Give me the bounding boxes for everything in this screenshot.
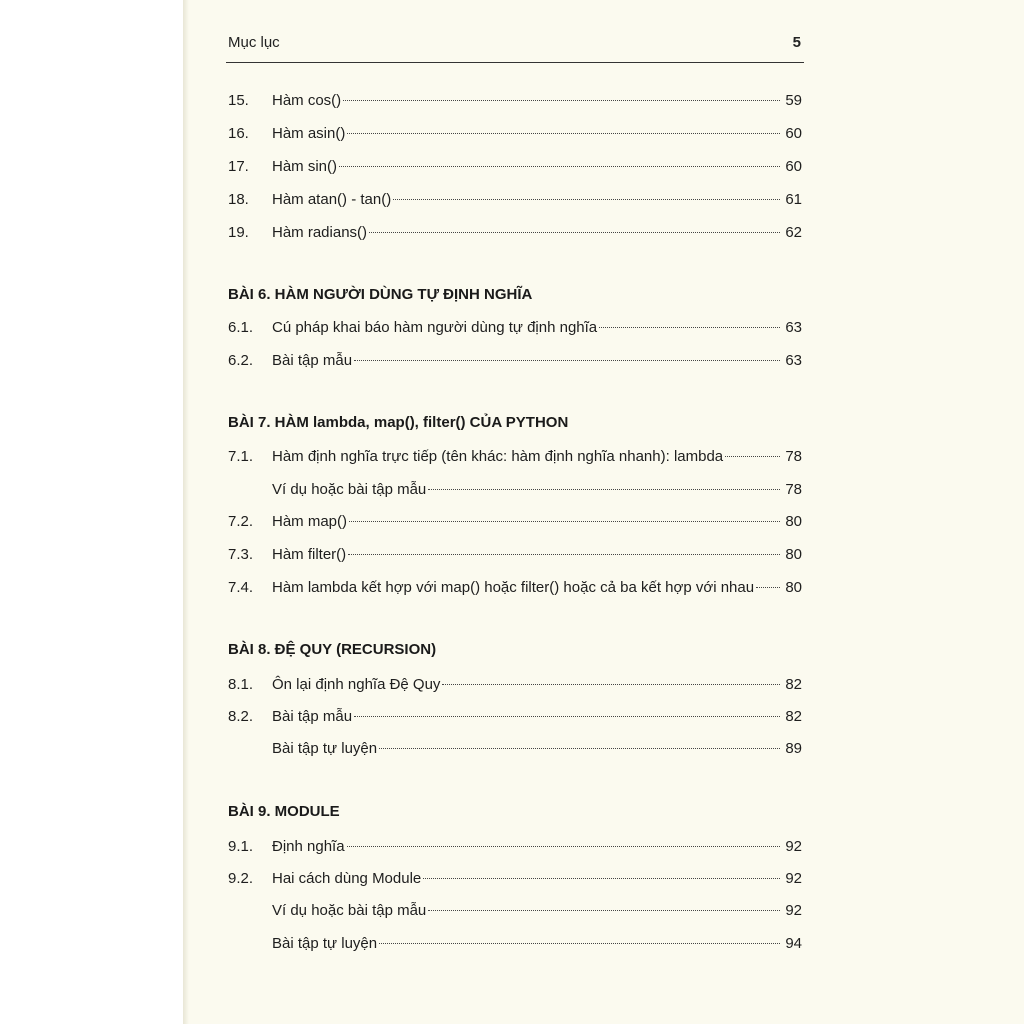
toc-title: Ví dụ hoặc bài tập mẫu — [272, 481, 427, 498]
toc-title: Bài tập mẫu — [272, 352, 353, 369]
toc-page: 78 — [785, 481, 802, 498]
toc-row — [228, 123, 802, 145]
toc-number: 6.2. — [228, 352, 254, 369]
toc-page: 60 — [785, 158, 802, 175]
toc-page: 78 — [785, 448, 802, 465]
leader-dots — [379, 943, 780, 944]
toc-row — [228, 674, 802, 696]
toc-page: 63 — [785, 352, 802, 369]
leader-dots — [354, 360, 780, 361]
toc-page: 80 — [785, 546, 802, 563]
leader-dots — [348, 554, 780, 555]
toc-page: 80 — [785, 513, 802, 530]
toc-title: Cú pháp khai báo hàm người dùng tự định nghĩa — [272, 319, 598, 336]
toc-row — [228, 836, 802, 858]
toc-number: 17. — [228, 158, 249, 175]
toc-page: 82 — [785, 676, 802, 693]
page-header — [228, 34, 801, 56]
leader-dots — [347, 846, 780, 847]
page-number: 5 — [792, 34, 801, 51]
toc-page: 92 — [785, 902, 802, 919]
toc-row — [228, 90, 802, 112]
toc-row — [228, 479, 802, 501]
toc-number: 9.1. — [228, 838, 254, 855]
toc-page: 80 — [785, 579, 802, 596]
leader-dots — [442, 684, 780, 685]
leader-dots — [354, 716, 780, 717]
toc-number: 15. — [228, 92, 249, 109]
leader-dots — [339, 166, 780, 167]
toc-row — [228, 933, 802, 955]
toc-title: Hàm cos() — [272, 92, 342, 109]
toc-row — [228, 189, 802, 211]
toc-title: Bài tập tự luyện — [272, 935, 378, 952]
section-heading: BÀI 9. MODULE — [228, 803, 340, 820]
toc-number: 9.2. — [228, 870, 254, 887]
toc-row — [228, 446, 802, 468]
toc-page: 89 — [785, 740, 802, 757]
toc-number: 7.4. — [228, 579, 254, 596]
toc-number: 19. — [228, 224, 249, 241]
toc-row — [228, 577, 802, 599]
toc-title: Hàm filter() — [272, 546, 347, 563]
header-title: Mục lục — [228, 34, 280, 51]
toc-number: 7.2. — [228, 513, 254, 530]
toc-title: Ví dụ hoặc bài tập mẫu — [272, 902, 427, 919]
leader-dots — [393, 199, 780, 200]
header-rule — [226, 62, 804, 63]
toc-number: 18. — [228, 191, 249, 208]
toc-number: 8.2. — [228, 708, 254, 725]
toc-title: Hàm asin() — [272, 125, 346, 142]
leader-dots — [725, 456, 780, 457]
toc-row — [228, 350, 802, 372]
toc-title: Bài tập mẫu — [272, 708, 353, 725]
leader-dots — [343, 100, 780, 101]
toc-page: 59 — [785, 92, 802, 109]
leader-dots — [347, 133, 780, 134]
leader-dots — [423, 878, 780, 879]
toc-row — [228, 706, 802, 728]
leader-dots — [599, 327, 780, 328]
toc-title: Hai cách dùng Module — [272, 870, 422, 887]
toc-row — [228, 317, 802, 339]
toc-title: Định nghĩa — [272, 838, 345, 855]
toc-page: 63 — [785, 319, 802, 336]
toc-row — [228, 544, 802, 566]
page-gutter-shadow — [183, 0, 189, 1024]
toc-row — [228, 511, 802, 533]
toc-title: Hàm atan() - tan() — [272, 191, 392, 208]
toc-number: 6.1. — [228, 319, 254, 336]
toc-row — [228, 868, 802, 890]
toc-title: Hàm lambda kết hợp với map() hoặc filter() hoặc cả ba kết hợp với nhau — [272, 579, 755, 596]
leader-dots — [756, 587, 780, 588]
section-heading: BÀI 6. HÀM NGƯỜI DÙNG TỰ ĐỊNH NGHĨA — [228, 286, 533, 303]
toc-number: 7.3. — [228, 546, 254, 563]
toc-title: Bài tập tự luyện — [272, 740, 378, 757]
toc-title: Hàm map() — [272, 513, 348, 530]
toc-number: 7.1. — [228, 448, 254, 465]
toc-row — [228, 222, 802, 244]
toc-page: 60 — [785, 125, 802, 142]
toc-row — [228, 900, 802, 922]
toc-title: Hàm radians() — [272, 224, 368, 241]
toc-page: 92 — [785, 838, 802, 855]
leader-dots — [428, 910, 780, 911]
toc-page: 92 — [785, 870, 802, 887]
section-heading: BÀI 7. HÀM lambda, map(), filter() CỦA PYTHON — [228, 414, 569, 431]
section-heading: BÀI 8. ĐỆ QUY (RECURSION) — [228, 641, 437, 658]
toc-title: Hàm sin() — [272, 158, 338, 175]
toc-title: Hàm định nghĩa trực tiếp (tên khác: hàm định nghĩa nhanh): lambda — [272, 448, 724, 465]
leader-dots — [369, 232, 780, 233]
toc-page: 94 — [785, 935, 802, 952]
toc-page: 61 — [785, 191, 802, 208]
toc-number: 8.1. — [228, 676, 254, 693]
leader-dots — [349, 521, 780, 522]
toc-number: 16. — [228, 125, 249, 142]
toc-row — [228, 738, 802, 760]
toc-page: 62 — [785, 224, 802, 241]
leader-dots — [428, 489, 780, 490]
toc-row — [228, 156, 802, 178]
leader-dots — [379, 748, 780, 749]
toc-page: 82 — [785, 708, 802, 725]
toc-title: Ôn lại định nghĩa Đệ Quy — [272, 676, 441, 693]
